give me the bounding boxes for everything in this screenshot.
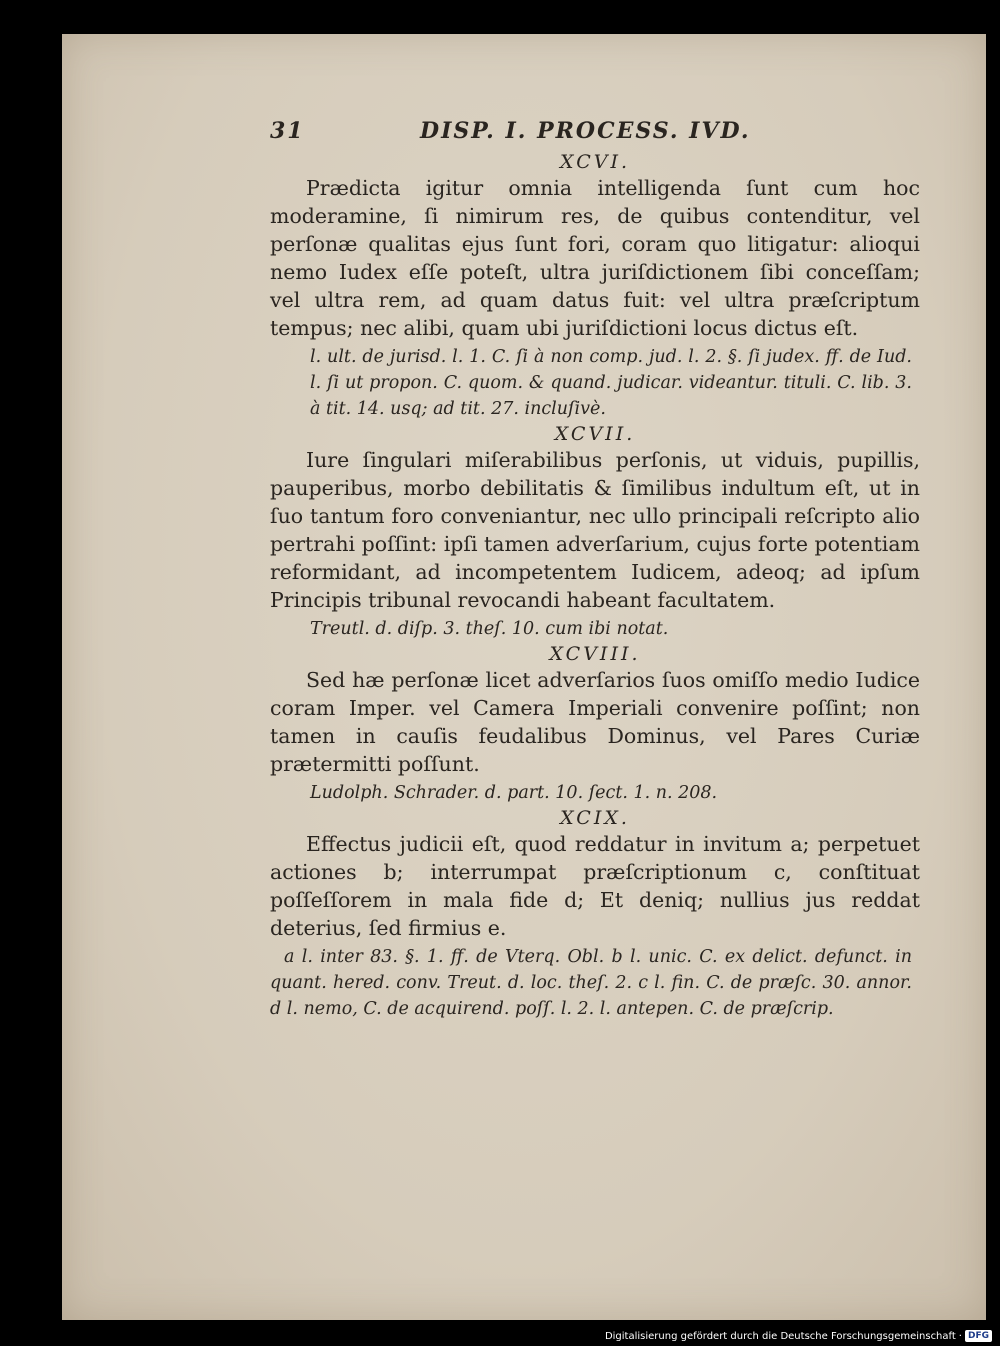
- section-citation: Ludolph. Schrader. d. part. 10. ſect. 1. n. 208.: [310, 783, 718, 803]
- section-xcvii: [270, 422, 920, 642]
- book-page: [62, 34, 986, 1320]
- page-number: 31: [270, 118, 305, 144]
- section-paragraph: Effectus judicii eſt, quod reddatur in invitum a; perpetuet actiones b; interrumpat præſcriptionum c, conſtituat poſſeſſorem in mala fide d; Et deniq; nullius jus reddat deterius, ſed firmius e.: [270, 832, 920, 940]
- section-paragraph: Prædicta igitur omnia intelligenda ſunt cum hoc moderamine, ſi nimirum res, de quibus contenditur, vel perſonæ qualitas ejus ſunt fori, coram quo litigatur: alioqui nemo Iudex eſſe poteſt, ultra juriſdictionem ſibi conceſſam; vel ultra rem, ad quam datus fuit: vel ultra præſcriptum tempus; nec alibi, quam ubi juriſdictioni locus dictus eſt.: [270, 176, 920, 340]
- footer-credit: Digitalisierung gefördert durch die Deutsche Forschungsgemeinschaft · DFG: [605, 1330, 992, 1342]
- section-xcix: [270, 806, 920, 1022]
- section-citation: l. ult. de jurisd. l. 1. C. ſi à non comp. jud. l. 2. §. ſi judex. ff. de Iud. l. ſi ut propon. C. quom. & quand. judicar. videantur. tituli. C. lib. 3. à tit. 14. usq; ad tit. 27. incluſivè.: [310, 347, 912, 419]
- dfg-logo: DFG: [965, 1330, 992, 1342]
- text-block: [270, 112, 920, 1022]
- section-heading: XCVI.: [560, 151, 630, 173]
- section-heading: XCVII.: [554, 423, 636, 445]
- section-paragraph: Sed hæ perſonæ licet adverſarios ſuos omiſſo medio Iudice coram Imper. vel Camera Imperiali convenire poſſint; non tamen in cauſis feudalibus Dominus, vel Pares Curiæ prætermitti poſſunt.: [270, 668, 920, 776]
- section-xcviii: [270, 642, 920, 806]
- section-paragraph: Iure ſingulari miſerabilibus perſonis, ut viduis, pupillis, pauperibus, morbo debilitatis & ſimilibus indultum eſt, ut in ſuo tantum foro conveniantur, nec ullo principali reſcripto alio pertrahi poſſint: ipſi tamen adverſarium, cujus forte potentiam reformidant, ad incompetentem Iudicem, adeoq; ad ipſum Principis tribunal revocandi habeant facultatem.: [270, 448, 920, 612]
- running-head: [270, 112, 920, 150]
- running-title: DISP. I. PROCESS. IVD.: [420, 118, 751, 144]
- section-heading: XCVIII.: [549, 643, 641, 665]
- section-citation: Treutl. d. diſp. 3. theſ. 10. cum ibi notat.: [310, 619, 669, 639]
- section-xcvi: [270, 150, 920, 422]
- section-heading: XCIX.: [560, 807, 630, 829]
- credit-text: Digitalisierung gefördert durch die Deutsche Forschungsgemeinschaft: [604, 1330, 956, 1342]
- section-footnotes: a l. inter 83. §. 1. ff. de Vterq. Obl. b l. unic. C. ex delict. defunct. in quant. hered. conv. Treut. d. loc. theſ. 2. c l. fin. C. de præſc. 30. annor. d l. nemo, C. de acquirend. poſſ. l. 2. l. antepen. C. de præſcrip.: [270, 947, 912, 1019]
